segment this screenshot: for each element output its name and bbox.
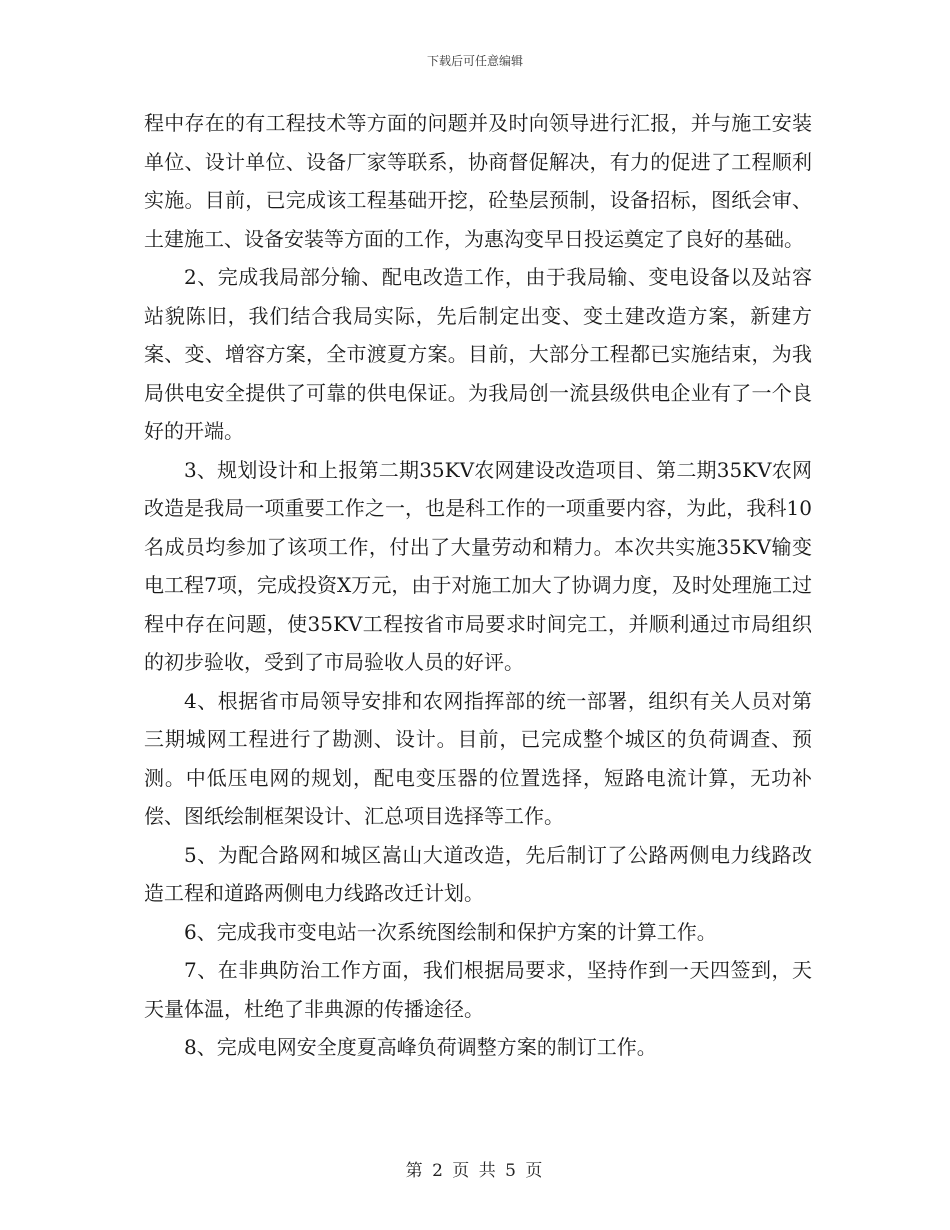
paragraph-item-3: 3、规划设计和上报第二期35KV农网建设改造项目、第二期35KV农网改造是我局一项重要工作之一，也是科工作的一项重要内容，为此，我科10名成员均参加了该项工作，付出了大量劳动和精力。本次共实施35KV输变电工程7项，完成投资X万元，由于对施工加大了协调力度，及时处理施工过程中存在问题，使35KV工程按省市局要求时间完工，并顺利通过市局组织的初步验收，受到了市局验收人员的好评。 bbox=[144, 457, 812, 674]
paragraph-continuation: 程中存在的有工程技术等方面的问题并及时向领导进行汇报，并与施工安装单位、设计单位、设备厂家等联系，协商督促解决，有力的促进了工程顺利实施。目前，已完成该工程基础开挖，砼垫层预制，设备招标，图纸会审、土建施工、设备安装等方面的工作，为惠沟变早日投运奠定了良好的基础。 bbox=[144, 111, 812, 251]
paragraph-item-6: 6、完成我市变电站一次系统图绘制和保护方案的计算工作。 bbox=[184, 919, 717, 944]
page-number: 第 2 页 共 5 页 bbox=[405, 1161, 545, 1181]
document-body bbox=[144, 104, 812, 1067]
page-header-note: 下载后可任意编辑 bbox=[426, 54, 523, 68]
paragraph-item-7: 7、在非典防治工作方面，我们根据局要求，坚持作到一天四签到，天天量体温，杜绝了非典源的传播途径。 bbox=[144, 958, 812, 1021]
paragraph-item-5: 5、为配合路网和城区嵩山大道改造，先后制订了公路两侧电力线路改造工程和道路两侧电力线路改迁计划。 bbox=[144, 842, 812, 905]
paragraph-item-8: 8、完成电网安全度夏高峰负荷调整方案的制订工作。 bbox=[184, 1035, 657, 1059]
paragraph-item-2: 2、完成我局部分输、配电改造工作，由于我局输、变电设备以及站容站貌陈旧，我们结合我局实际，先后制定出变、变土建改造方案，新建方案、变、增容方案，全市渡夏方案。目前，大部分工程都已实施结束，为我局供电安全提供了可靠的供电保证。为我局创一流县级供电企业有了一个良好的开端。 bbox=[144, 265, 812, 443]
paragraph-item-4: 4、根据省市局领导安排和农网指挥部的统一部署，组织有关人员对第三期城网工程进行了勘测、设计。目前，已完成整个城区的负荷调查、预测。中低压电网的规划，配电变压器的位置选择，短路电流计算，无功补偿、图纸绘制框架设计、汇总项目选择等工作。 bbox=[144, 688, 812, 828]
